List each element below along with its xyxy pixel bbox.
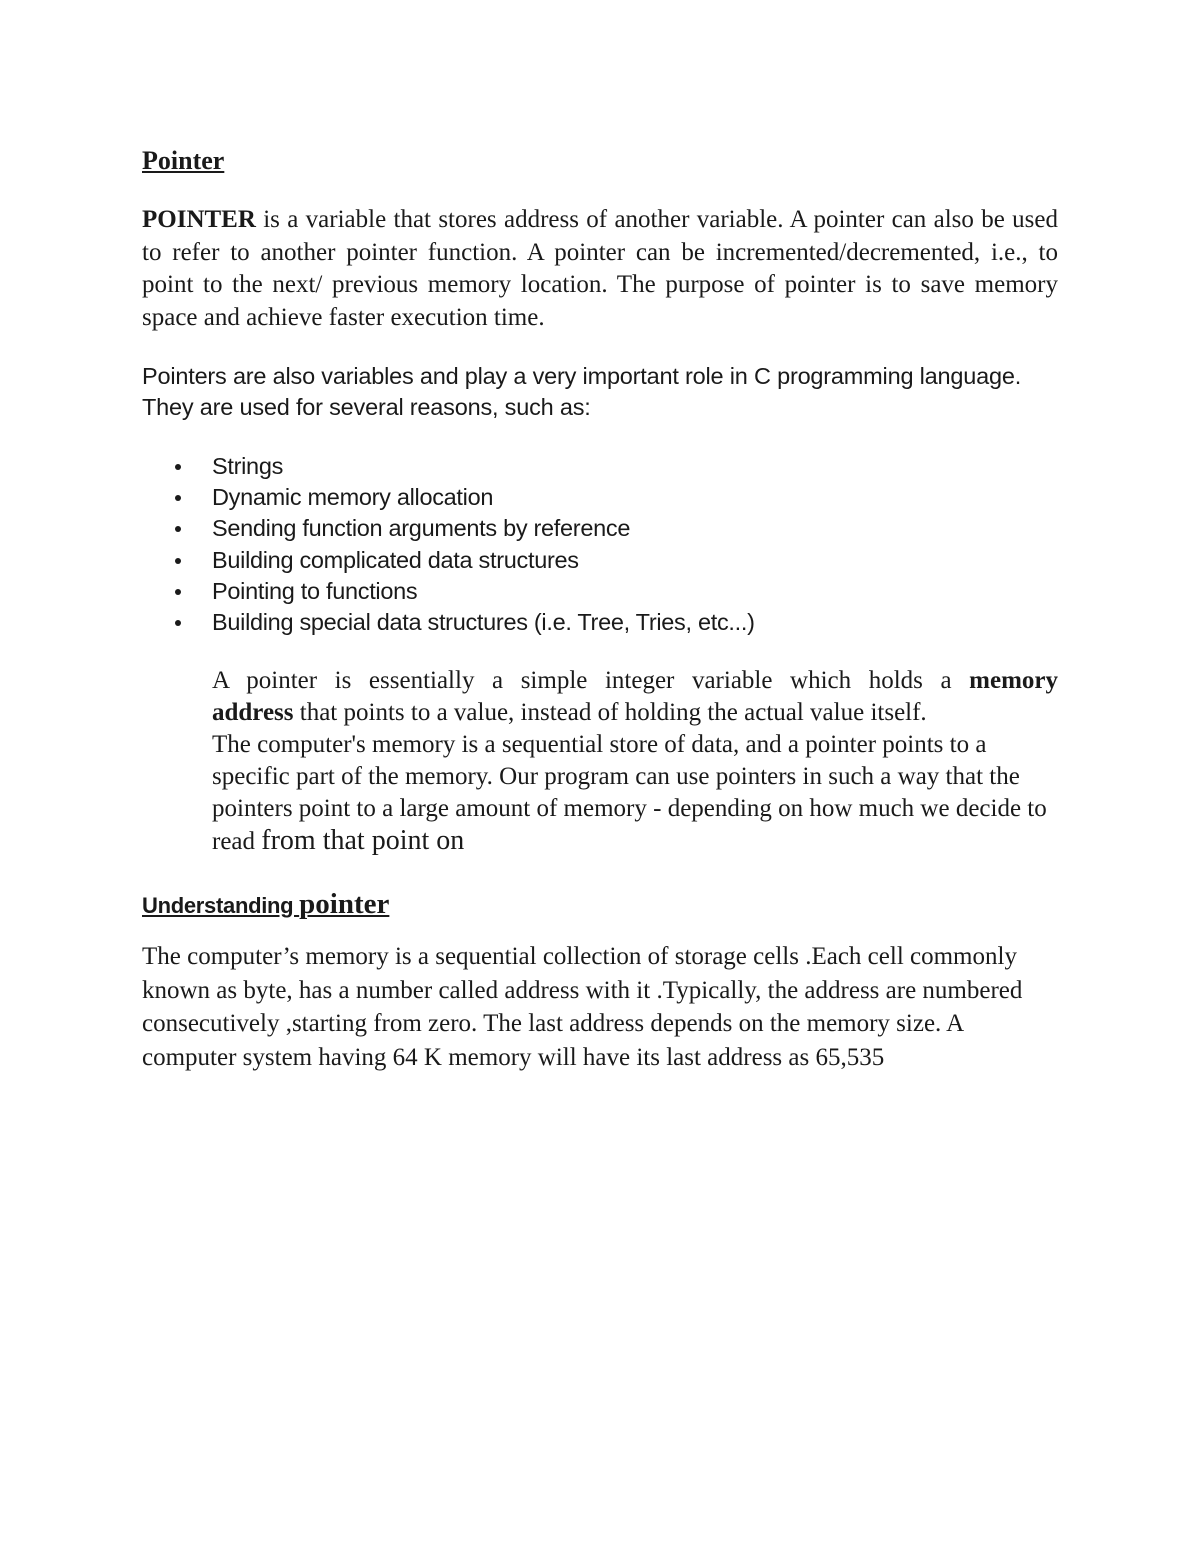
memory-cells-paragraph: The computer’s memory is a sequential collection of storage cells .Each cell commonly known as byte, has a number called address with it .Typically, the address are numbered consecutively ,starting from zero. The last address depends on the memory size. A computer system having 64 K memory will have its last address as 65,535 xyxy=(142,943,1023,1071)
page-title: Pointer xyxy=(142,146,225,175)
list-item-text: Sending function arguments by reference xyxy=(212,515,631,542)
pointer-definition-text: is a variable that stores address of another variable. A pointer can also be used to refer to another pointer function. A pointer can be incremented/decremented, i.e., to point to the next/ previous memory location. The purpose of pointer is to save memory space and achieve faster execution time. xyxy=(142,206,1058,331)
memory-paragraph-line2-text: that points to a value, instead of holding the actual value itself. xyxy=(293,699,927,726)
address-term: address xyxy=(212,699,294,726)
list-item-text: Pointing to functions xyxy=(212,577,418,604)
list-item xyxy=(142,513,755,544)
bullet-icon xyxy=(175,464,181,470)
pointer-term: POINTER xyxy=(142,206,256,233)
memory-paragraph-body: The computer's memory is a sequential store of data, and a pointer points to a specific part of the memory. Our program can use pointers in such a way that the pointers point to a large amount of memory - depending on how much we decide to read xyxy=(212,731,1047,855)
list-item xyxy=(142,576,755,607)
bullet-icon xyxy=(175,589,181,595)
list-item-text: Building special data structures (i.e. Tree, Tries, etc...) xyxy=(212,609,755,636)
memory-term: memory xyxy=(969,667,1058,694)
memory-paragraph-tail: from that point on xyxy=(261,825,465,856)
bullet-icon xyxy=(175,526,181,532)
bullet-icon xyxy=(175,558,181,564)
bullet-icon xyxy=(175,495,181,501)
memory-paragraph-line1 xyxy=(212,665,1058,697)
list-item xyxy=(142,607,755,638)
pointer-uses-list xyxy=(142,451,755,638)
list-item-text: Building complicated data structures xyxy=(212,546,579,573)
list-item-text: Strings xyxy=(212,453,284,479)
list-item xyxy=(142,545,755,576)
pointer-uses-intro: Pointers are also variables and play a very important role in C programming language. They are used for several reasons, such as: xyxy=(142,363,1022,420)
bullet-icon xyxy=(175,620,181,626)
memory-paragraph-line1-text: A pointer is essentially a simple integer variable which holds a xyxy=(212,667,970,694)
list-item xyxy=(142,482,755,513)
pointer-memory-paragraph xyxy=(212,665,1058,858)
list-item xyxy=(142,451,755,482)
pointer-definition-paragraph xyxy=(142,204,1058,334)
section-heading-part2: pointer xyxy=(299,888,390,920)
list-item-text: Dynamic memory allocation xyxy=(212,484,494,511)
section-heading-part1: Understanding xyxy=(142,893,300,918)
section-heading-understanding-pointer xyxy=(142,888,389,921)
